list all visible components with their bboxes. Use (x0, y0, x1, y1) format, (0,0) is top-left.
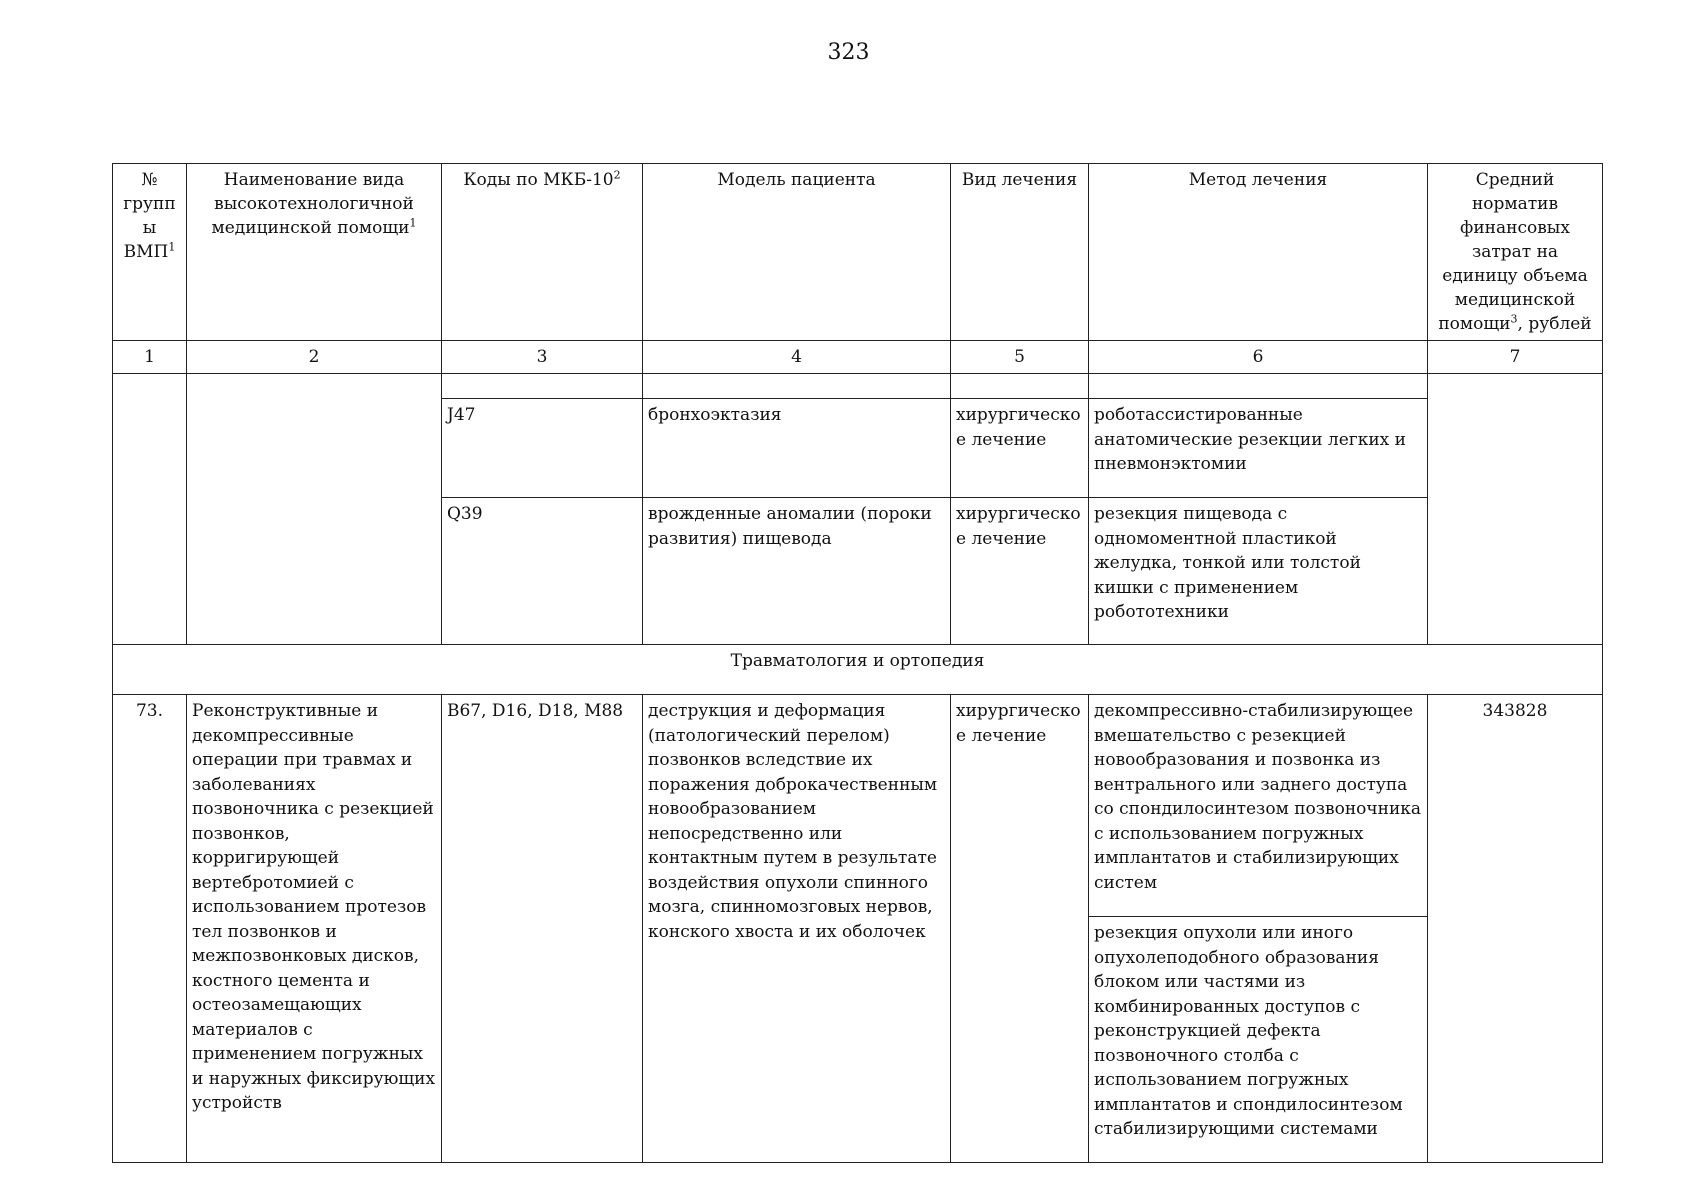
cost-value: 343828 (1428, 695, 1603, 1163)
table-row (113, 695, 1603, 917)
spacer-row (113, 374, 1603, 399)
vmp-table (112, 163, 1603, 1163)
header-care-type: Наименование вида высокотехнологичной медицинской помощи$^1$ (187, 164, 442, 341)
patient-model: бронхоэктазия (643, 399, 951, 498)
group-number: 73. (113, 695, 187, 1163)
icd-code: J47 (442, 399, 643, 498)
column-number: 5 (951, 341, 1089, 374)
empty-cell (643, 374, 951, 399)
column-number: 3 (442, 341, 643, 374)
column-number: 1 (113, 341, 187, 374)
column-number: 7 (1428, 341, 1603, 374)
column-number: 6 (1089, 341, 1428, 374)
care-type-cell (187, 374, 442, 645)
treatment-type: хирургическо е лечение (951, 695, 1089, 1163)
column-number-row (113, 341, 1603, 374)
care-type: Реконструктивные и декомпрессивные операции при травмах и заболеваниях позвоночника с резекцией позвонков, корригирующей вертебротомией с использованием протезов тел позвонков и межпозвонковых дисков, костного цемента и остеозамещающих материалов с применением погружных и наружных фиксирующих устройств (187, 695, 442, 1163)
header-treatment-type: Вид лечения (951, 164, 1089, 341)
header-icd-codes: Коды по МКБ-$10^2$ (442, 164, 643, 341)
column-number: 4 (643, 341, 951, 374)
treatment-method: резекция опухоли или иного опухолеподобного образования блоком или частями из комбинированных доступов с реконструкцией дефекта позвоночного столба с использованием погружных имплантатов и спондилосинтезом стабилизирующими системами (1089, 917, 1428, 1163)
header-row (113, 164, 1603, 341)
empty-cell (442, 374, 643, 399)
header-group-number: № групп ы ВМП$^1$ (113, 164, 187, 341)
group-number-cell (113, 374, 187, 645)
patient-model: врожденные аномалии (пороки развития) пищевода (643, 498, 951, 645)
column-number: 2 (187, 341, 442, 374)
cost-cell (1428, 374, 1603, 645)
header-treatment-method: Метод лечения (1089, 164, 1428, 341)
section-row (113, 645, 1603, 695)
empty-cell (951, 374, 1089, 399)
patient-model: деструкция и деформация (патологический перелом) позвонков вследствие их поражения доброкачественным новообразованием непосредственно или контактным путем в результате воздействия опухоли спинного мозга, спинномозговых нервов, конского хвоста и их оболочек (643, 695, 951, 1163)
header-cost-standard: Средний норматив финансовых затрат на единицу объема медицинской помощи$^3$, рублей (1428, 164, 1603, 341)
icd-code: Q39 (442, 498, 643, 645)
section-title: Травматология и ортопедия (113, 645, 1603, 695)
header-patient-model: Модель пациента (643, 164, 951, 341)
treatment-type: хирургическо е лечение (951, 399, 1089, 498)
page-number: 323 (827, 40, 870, 65)
treatment-type: хирургическо е лечение (951, 498, 1089, 645)
treatment-method: резекция пищевода с одномоментной пластикой желудка, тонкой или толстой кишки с применением робототехники (1089, 498, 1428, 645)
treatment-method: декомпрессивно-стабилизирующее вмешательство с резекцией новообразования и позвонка из вентрального или заднего доступа со спондилосинтезом позвоночника с использованием погружных имплантатов и стабилизирующих систем (1089, 695, 1428, 917)
treatment-method: роботассистированные анатомические резекции легких и пневмонэктомии (1089, 399, 1428, 498)
icd-codes: B67, D16, D18, M88 (442, 695, 643, 1163)
empty-cell (1089, 374, 1428, 399)
